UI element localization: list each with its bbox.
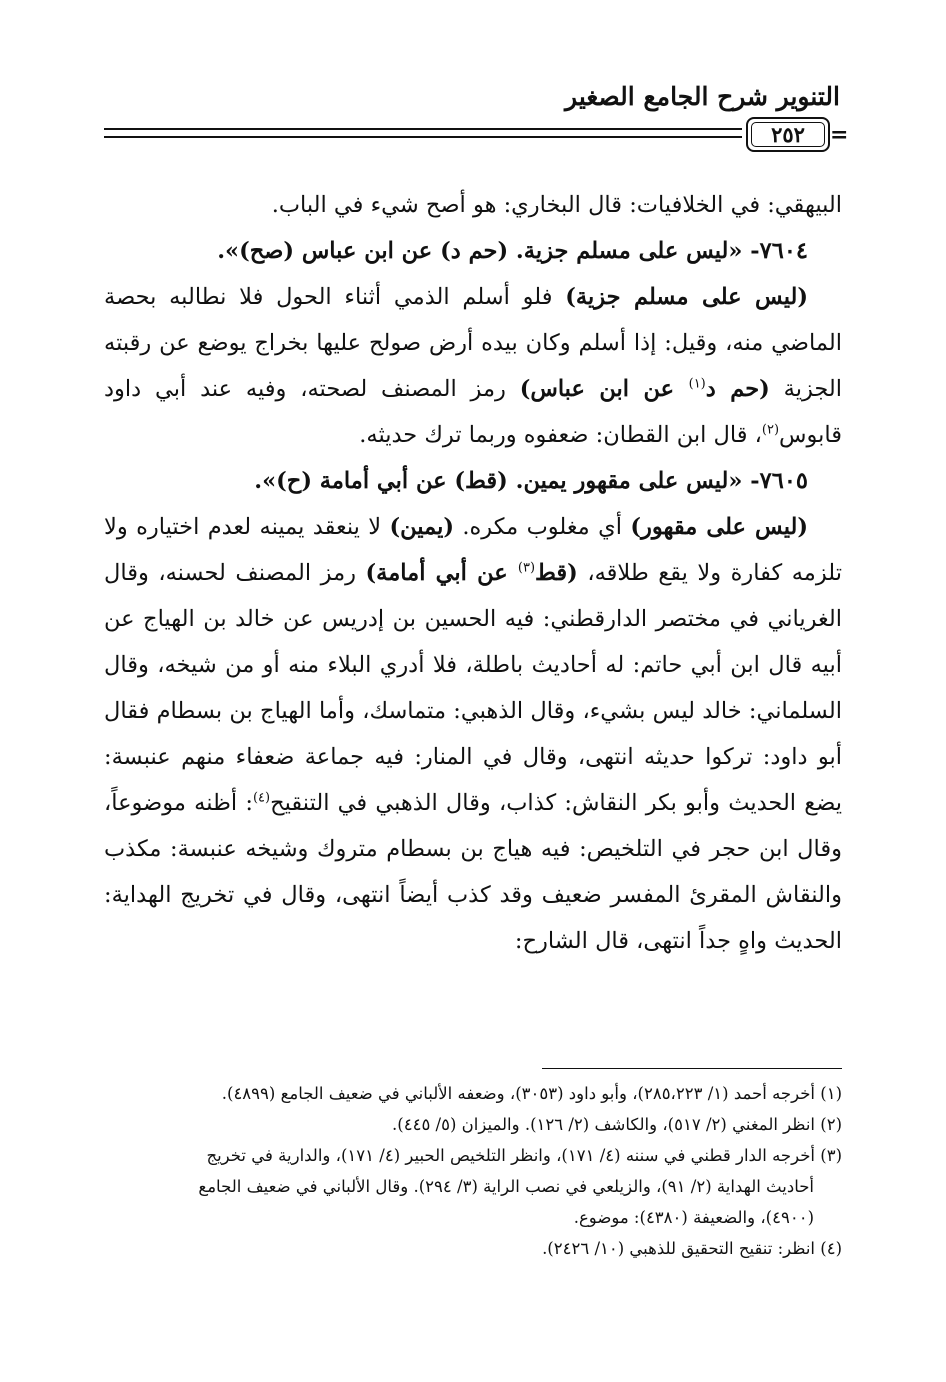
hadith-7605: [104, 458, 842, 504]
footnote-ref-1[interactable]: (١): [688, 376, 706, 392]
footnote-ref-3[interactable]: (٣): [517, 560, 536, 576]
footnote-1: (١) أخرجه أحمد (١/ ٢٨٥،٢٢٣)، وأبو داود (٣٠٥٣)، وضعفه الألباني في ضعيف الجامع (٤٨٩٩).: [221, 1084, 842, 1103]
header-double-rule: [104, 128, 742, 138]
header-ornament: =: [830, 122, 849, 148]
hadith-7605-text: ٧٦٠٥- «ليس على مقهور يمين. (قط) عن أبي أمامة (ح)».: [254, 468, 808, 494]
footnote-ref-4[interactable]: (٤): [252, 790, 271, 806]
footnote-4: (٤) انظر: تنقيح التحقيق للذهبي (١٠/ ٢٤٢٦).: [542, 1239, 842, 1258]
paragraph-1: البيهقي: في الخلافيات: قال البخاري: هو أصح شيء في الباب.: [271, 192, 842, 218]
footnote-separator: [542, 1068, 842, 1069]
footnote-3-cont-1: أحاديث الهداية (٢/ ٩١)، والزيلعي في نصب الراية (٣/ ٢٩٤). وقال الألباني في ضعيف الجامع: [198, 1177, 814, 1196]
footnote-ref-2[interactable]: (٢): [761, 422, 780, 438]
commentary-7605: (ليس على مقهور) أي مغلوب مكره. (يمين) لا ينعقد يمينه لعدم اختياره ولا تلزمه كفارة ولا يقع طلاقه، (قط$^{(٣)}$ عن أبي أمامة) رمز المصنف لحسنه، وقال الغرياني في مختصر الدارقطني: فيه الحسين بن إدريس عن خالد بن الهياج عن أبيه قال ابن أبي حاتم: له أحاديث باطلة، فلا أدري البلاء منه أو من شيخه، وقال السلماني: خالد ليس بشيء، وقال الذهبي: متماسك، وأما الهياج بن بسطام فقال أبو داود: تركوا حديثه انتهى، وقال في المنار: فيه جماعة ضعفاء منهم عنبسة: يضع الحديث وأبو بكر النقاش: كذاب، وقال الذهبي في التنقيح$^{(٤)}$: أظنه موضوعاً، وقال ابن حجر في التلخيص: فيه هياج بن بسطام متروك وشيخه عنبسة: مكذب والنقاش المقرئ المفسر ضعيف وقد كذب أيضاً انتهى، وقال في تخريج الهداية: الحديث واهٍ جداً انتهى، قال الشارح:: [104, 514, 842, 954]
footnote-3: (٣) أخرجه الدار قطني في سننه (٤/ ١٧١)، وانظر التلخيص الحبير (٤/ ١٧١)، والدارية في تخريج: [206, 1146, 842, 1165]
running-title: التنوير شرح الجامع الصغير: [565, 82, 840, 111]
footnotes: [104, 1078, 842, 1264]
footnote-2: (٢) انظر المغني (٢/ ٥١٧)، والكاشف (٢/ ١٢٦). والميزان (٥/ ٤٤٥).: [392, 1115, 842, 1134]
hadith-7604: [104, 228, 842, 274]
page-number: ٢٥٢: [746, 117, 830, 152]
hadith-7604-text: ٧٦٠٤- «ليس على مسلم جزية. (حم د) عن ابن عباس (صح)».: [217, 238, 808, 264]
footnote-3-cont-2: (٤٩٠٠)، والضعيفة (٤٣٨٠): موضوع.: [573, 1208, 814, 1227]
main-text: [104, 182, 842, 964]
commentary-7604: (ليس على مسلم جزية) فلو أسلم الذمي أثناء الحول فلا نطالبه بحصة الماضي منه، وقيل: إذا أسلم وكان بيده أرض صولح عليها بخراج يوضع عن رقبته الجزية (حم د$^{(١)}$ عن ابن عباس) رمز المصنف لصحته، وفيه عند أبي داود قابوس$^{(٢)}$، قال ابن القطان: ضعفوه وربما ترك حديثه.: [104, 284, 843, 448]
